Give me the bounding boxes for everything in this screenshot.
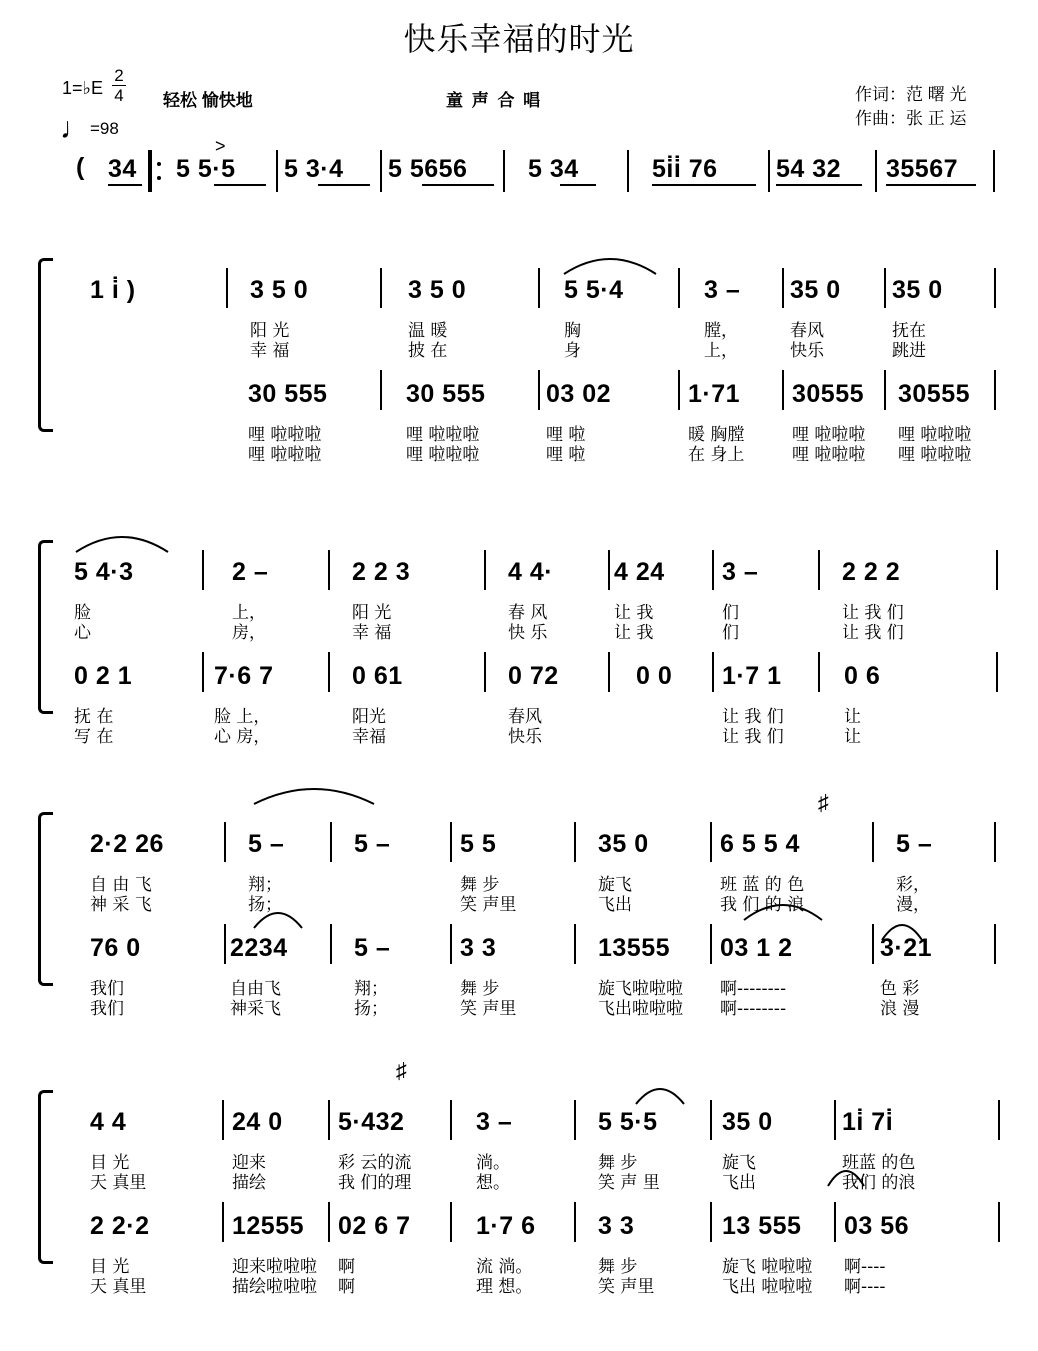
upper-lyric-verse-2: 们 [722, 623, 739, 643]
barline [994, 822, 996, 862]
lower-voice-measure: 1·7 6 [476, 1212, 536, 1240]
lower-lyric-verse-2: 笑 声里 [598, 1277, 655, 1297]
lower-lyric-verse-1: 脸 上， [214, 707, 271, 727]
intro-underline [318, 184, 370, 186]
lower-voice-measure: 0 0 [636, 662, 673, 690]
intro-measure-6: 54 32 [776, 155, 842, 183]
upper-lyric-verse-2: 神 采 飞 [90, 895, 152, 915]
lower-lyric-verse-1: 旋飞 啦啦啦 [722, 1257, 813, 1277]
lower-lyric-verse-2: 理 想。 [476, 1277, 533, 1297]
barline [710, 822, 712, 862]
upper-voice-measure: 24 0 [232, 1108, 283, 1136]
system-brace [38, 258, 53, 432]
upper-lyric-verse-1: 们 [722, 603, 739, 623]
barline [276, 150, 278, 192]
barline [450, 924, 452, 964]
upper-lyric-verse-2: 我们 的浪 [842, 1173, 916, 1193]
barline [678, 268, 680, 308]
slur-arc [252, 904, 304, 930]
barline [222, 1202, 224, 1242]
lyricist-credit: 作词：范 曙 光 [855, 85, 967, 104]
accent-mark: > [215, 136, 226, 156]
intro-underline [652, 184, 756, 186]
barline [627, 150, 629, 192]
lower-lyric-verse-1: 哩 啦啦啦 [406, 425, 480, 445]
lower-lyric-verse-1: 让 [844, 707, 861, 727]
lower-lyric-verse-2: 飞出 啦啦啦 [722, 1277, 813, 1297]
lower-voice-measure: 2234 [230, 934, 288, 962]
upper-lyric-verse-2: 让 我 们 [842, 623, 904, 643]
upper-voice-measure: 5 – [248, 830, 285, 858]
upper-lyric-verse-1: 舞 步 [598, 1153, 638, 1173]
upper-lyric-verse-2: 快乐 [790, 341, 824, 361]
upper-lyric-verse-1: 旋飞 [598, 875, 632, 895]
barline [450, 1202, 452, 1242]
barline [818, 652, 820, 692]
barline [710, 1100, 712, 1140]
barline [875, 150, 877, 192]
lower-voice-measure: 03 1 2 [720, 934, 793, 962]
expression-marking: 轻松 愉快地 [163, 91, 253, 110]
upper-voice-measure: 3 – [476, 1108, 513, 1136]
barline [538, 370, 540, 410]
slur-arc [634, 1080, 686, 1106]
upper-lyric-verse-2: 描绘 [232, 1173, 266, 1193]
slur-arc [826, 1162, 866, 1188]
upper-voice-measure: 35 0 [892, 276, 943, 304]
lower-voice-measure: 0 72 [508, 662, 559, 690]
lower-voice-measure: 3·21 [880, 934, 933, 962]
intro-measure-3: 5 5656 [388, 155, 468, 183]
repeat-dot-top [157, 162, 161, 166]
barline [710, 1202, 712, 1242]
barline [538, 268, 540, 308]
upper-lyric-verse-1: 舞 步 [460, 875, 500, 895]
upper-lyric-verse-2: 让 我 [614, 623, 654, 643]
lower-lyric-verse-1: 啊-------- [720, 979, 787, 999]
system-brace [38, 1090, 53, 1264]
barline [484, 550, 486, 590]
time-top: 2 [114, 66, 124, 85]
lower-lyric-verse-2: 描绘啦啦啦 [232, 1277, 317, 1297]
upper-lyric-verse-2: 天 真里 [90, 1173, 147, 1193]
tempo-marking [60, 112, 119, 146]
barline [884, 370, 886, 410]
lower-lyric-verse-1: 流 淌。 [476, 1257, 533, 1277]
key-signature [62, 78, 103, 99]
upper-voice-measure: 35 0 [598, 830, 649, 858]
lower-voice-measure: 02 6 7 [338, 1212, 411, 1240]
upper-lyric-verse-2: 幸 福 [250, 341, 290, 361]
lower-voice-measure: 0 6 [844, 662, 881, 690]
upper-lyric-verse-1: 彩， [896, 875, 930, 895]
barline [328, 652, 330, 692]
lower-lyric-verse-2: 写 在 [74, 727, 114, 747]
lower-voice-measure: 03 56 [844, 1212, 910, 1240]
lower-lyric-verse-1: 啊---- [844, 1257, 886, 1277]
upper-voice-measure: 4 24 [614, 558, 665, 586]
lower-lyric-verse-2: 让 我 们 [722, 727, 784, 747]
upper-voice-measure: 5 – [896, 830, 933, 858]
barline [872, 924, 874, 964]
sharp-sign: ♯ [396, 1058, 407, 1083]
performance-type: 童 声 合 唱 [446, 91, 543, 110]
barline [330, 924, 332, 964]
lower-voice-measure: 1·7 1 [722, 662, 782, 690]
upper-voice-measure: 1i̇ 7i̇ [842, 1108, 894, 1136]
lower-lyric-verse-2: 我们 [90, 999, 124, 1019]
slur-arc [742, 896, 824, 922]
lower-lyric-verse-2: 哩 啦啦啦 [406, 445, 480, 465]
lower-voice-measure: 0 2 1 [74, 662, 133, 690]
upper-lyric-verse-2: 上， [704, 341, 738, 361]
lower-voice-measure: 5 – [354, 934, 391, 962]
intro-measure-7: 35567 [886, 155, 959, 183]
barline [574, 822, 576, 862]
upper-lyric-verse-1: 春 风 [508, 603, 548, 623]
repeat-barline-thick [148, 150, 152, 192]
slur-arc [252, 780, 376, 806]
slur-arc [74, 528, 170, 554]
upper-lyric-verse-1: 旋飞 [722, 1153, 756, 1173]
barline [712, 652, 714, 692]
barline [834, 1100, 836, 1140]
upper-lyric-verse-2: 扬； [248, 895, 282, 915]
lower-lyric-verse-2: 快乐 [508, 727, 542, 747]
song-title: 快乐幸福的时光 [403, 20, 635, 58]
intro-measure-1: 5 5·5 [176, 155, 236, 183]
barline [574, 1100, 576, 1140]
lower-lyric-verse-1: 迎来啦啦啦 [232, 1257, 317, 1277]
lower-lyric-verse-2: 笑 声里 [460, 999, 517, 1019]
time-bottom: 4 [114, 86, 124, 105]
lower-lyric-verse-2: 天 真里 [90, 1277, 147, 1297]
intro-open-paren: ( [76, 153, 85, 181]
lower-lyric-verse-1: 哩 啦啦啦 [792, 425, 866, 445]
slur-arc [880, 916, 924, 942]
lower-voice-measure: 3 3 [598, 1212, 635, 1240]
repeat-dot-bottom [157, 176, 161, 180]
lower-lyric-verse-2: 哩 啦啦啦 [248, 445, 322, 465]
time-signature [112, 66, 126, 105]
upper-lyric-verse-2: 跳进 [892, 341, 926, 361]
lower-lyric-verse-1: 暖 胸膛 [688, 425, 745, 445]
upper-voice-measure: 3 5 0 [408, 276, 467, 304]
lower-voice-measure: 76 0 [90, 934, 141, 962]
barline [328, 550, 330, 590]
lower-voice-measure: 13 555 [722, 1212, 802, 1240]
barline [996, 550, 998, 590]
upper-lyric-verse-2: 心 [74, 623, 91, 643]
upper-voice-measure: 4 4· [508, 558, 554, 586]
barline [380, 268, 382, 308]
upper-lyric-verse-1: 让 我 们 [842, 603, 904, 623]
barline [994, 370, 996, 410]
upper-voice-measure: 5 – [354, 830, 391, 858]
intro-underline [560, 184, 596, 186]
lower-lyric-verse-2: 扬； [354, 999, 388, 1019]
upper-voice-measure: 35 0 [790, 276, 841, 304]
barline [222, 1100, 224, 1140]
barline [834, 1202, 836, 1242]
upper-lyric-verse-1: 脸 [74, 603, 91, 623]
lower-lyric-verse-1: 哩 啦啦啦 [898, 425, 972, 445]
lower-lyric-verse-1: 旋飞啦啦啦 [598, 979, 683, 999]
intro-underline [776, 184, 862, 186]
barline [782, 268, 784, 308]
intro-measure-2: 5 3·4 [284, 155, 344, 183]
upper-voice-measure: 3 – [704, 276, 741, 304]
upper-voice-measure: 35 0 [722, 1108, 773, 1136]
lower-lyric-verse-1: 抚 在 [74, 707, 114, 727]
lower-lyric-verse-1: 哩 啦 [546, 425, 586, 445]
barline [574, 1202, 576, 1242]
barline [224, 924, 226, 964]
intro-underline [108, 184, 142, 186]
barline [224, 822, 226, 862]
upper-lyric-verse-1: 春风 [790, 321, 824, 341]
key-text: 1=♭E [62, 78, 104, 98]
lower-voice-measure: 30555 [792, 380, 865, 408]
barline [994, 268, 996, 308]
upper-lyric-verse-1: 翔； [248, 875, 282, 895]
barline [782, 370, 784, 410]
lower-lyric-verse-1: 让 我 们 [722, 707, 784, 727]
upper-voice-measure: 2 2 2 [842, 558, 901, 586]
barline [450, 1100, 452, 1140]
slur-arc [562, 250, 658, 276]
barline [328, 1202, 330, 1242]
barline [450, 822, 452, 862]
barline [380, 370, 382, 410]
upper-lyric-verse-1: 抚在 [892, 321, 926, 341]
barline [328, 1100, 330, 1140]
lower-lyric-verse-1: 舞 步 [598, 1257, 638, 1277]
lower-lyric-verse-1: 翔； [354, 979, 388, 999]
lower-voice-measure: 03 02 [546, 380, 612, 408]
barline [872, 822, 874, 862]
lower-voice-measure: 1·71 [688, 380, 741, 408]
lower-lyric-verse-2: 啊-------- [720, 999, 787, 1019]
barline [993, 150, 995, 192]
lower-lyric-verse-2: 神采飞 [230, 999, 281, 1019]
lower-lyric-verse-1: 舞 步 [460, 979, 500, 999]
upper-lyric-verse-1: 班蓝 的色 [842, 1153, 916, 1173]
upper-lyric-verse-1: 班 蓝 的 色 [720, 875, 805, 895]
barline [818, 550, 820, 590]
lower-voice-measure: 2 2·2 [90, 1212, 150, 1240]
upper-voice-measure: 5 5 [460, 830, 497, 858]
upper-lyric-verse-1: 温 暖 [408, 321, 448, 341]
intro-underline [886, 184, 976, 186]
intro-underline [422, 184, 494, 186]
upper-voice-measure: 3 5 0 [250, 276, 309, 304]
upper-lyric-verse-2: 幸 福 [352, 623, 392, 643]
upper-lyric-verse-2: 我 们 的 浪 [720, 895, 805, 915]
lower-lyric-verse-1: 我们 [90, 979, 124, 999]
lower-voice-measure: 30555 [898, 380, 971, 408]
lower-lyric-verse-2: 让 [844, 727, 861, 747]
lower-lyric-verse-2: 飞出啦啦啦 [598, 999, 683, 1019]
lower-lyric-verse-2: 啊 [338, 1277, 355, 1297]
lower-voice-measure: 30 555 [248, 380, 328, 408]
lower-voice-measure: 30 555 [406, 380, 486, 408]
lower-lyric-verse-1: 哩 啦啦啦 [248, 425, 322, 445]
upper-lyric-verse-1: 目 光 [90, 1153, 130, 1173]
upper-voice-measure: 2·2 26 [90, 830, 164, 858]
sharp-sign: ♯ [818, 790, 829, 815]
barline [330, 822, 332, 862]
barline [996, 652, 998, 692]
upper-voice-measure: 1 i̇ ) [90, 276, 136, 304]
upper-lyric-verse-2: 身 [564, 341, 581, 361]
barline [768, 150, 770, 192]
barline [998, 1100, 1000, 1140]
upper-lyric-verse-1: 让 我 [614, 603, 654, 623]
upper-lyric-verse-1: 膛， [704, 321, 738, 341]
barline [202, 550, 204, 590]
upper-lyric-verse-2: 房， [232, 623, 266, 643]
lower-voice-measure: 0 61 [352, 662, 403, 690]
barline [226, 268, 228, 308]
upper-lyric-verse-1: 自 由 飞 [90, 875, 152, 895]
barline [484, 652, 486, 692]
barline [202, 652, 204, 692]
barline [574, 924, 576, 964]
lower-voice-measure: 13555 [598, 934, 671, 962]
barline [884, 268, 886, 308]
barline [678, 370, 680, 410]
intro-measure-5: 5i̇i̇ 76 [652, 155, 718, 183]
intro-underline [214, 184, 266, 186]
lower-lyric-verse-2: 心 房， [214, 727, 271, 747]
upper-lyric-verse-2: 笑 声 里 [598, 1173, 660, 1193]
lower-lyric-verse-2: 哩 啦啦啦 [792, 445, 866, 465]
upper-lyric-verse-1: 上， [232, 603, 266, 623]
barline [608, 550, 610, 590]
upper-lyric-verse-1: 阳 光 [250, 321, 290, 341]
upper-voice-measure: 5 5·4 [564, 276, 624, 304]
lower-lyric-verse-2: 哩 啦啦啦 [898, 445, 972, 465]
upper-voice-measure: 2 2 3 [352, 558, 411, 586]
lower-lyric-verse-1: 色 彩 [880, 979, 920, 999]
lower-lyric-verse-2: 在 身上 [688, 445, 745, 465]
upper-lyric-verse-1: 淌。 [476, 1153, 510, 1173]
upper-lyric-verse-2: 披 在 [408, 341, 448, 361]
upper-voice-measure: 5 5·5 [598, 1108, 658, 1136]
upper-lyric-verse-1: 胸 [564, 321, 581, 341]
lower-lyric-verse-1: 阳光 [352, 707, 386, 727]
lower-lyric-verse-1: 自由飞 [230, 979, 281, 999]
intro-measure-4: 5 34 [528, 155, 579, 183]
upper-lyric-verse-1: 迎来 [232, 1153, 266, 1173]
system-brace [38, 540, 53, 714]
upper-voice-measure: 4 4 [90, 1108, 127, 1136]
lower-lyric-verse-1: 啊 [338, 1257, 355, 1277]
upper-voice-measure: 2 – [232, 558, 269, 586]
upper-lyric-verse-2: 漫， [896, 895, 930, 915]
upper-voice-measure: 3 – [722, 558, 759, 586]
barline [994, 924, 996, 964]
upper-lyric-verse-2: 笑 声里 [460, 895, 517, 915]
lower-lyric-verse-1: 目 光 [90, 1257, 130, 1277]
lower-lyric-verse-2: 哩 啦 [546, 445, 586, 465]
lower-lyric-verse-2: 浪 漫 [880, 999, 920, 1019]
barline [710, 924, 712, 964]
upper-lyric-verse-2: 飞出 [722, 1173, 756, 1193]
barline [608, 652, 610, 692]
lower-voice-measure: 7·6 7 [214, 662, 274, 690]
upper-lyric-verse-1: 彩 云的流 [338, 1153, 412, 1173]
intro-pickup: 34 [108, 155, 137, 183]
lower-voice-measure: 12555 [232, 1212, 305, 1240]
upper-voice-measure: 5·432 [338, 1108, 405, 1136]
quarter-note-icon: ♩ [60, 112, 90, 145]
barline [503, 150, 505, 192]
upper-voice-measure: 5 4·3 [74, 558, 134, 586]
upper-lyric-verse-2: 飞出 [598, 895, 632, 915]
system-brace [38, 812, 53, 986]
lower-lyric-verse-2: 幸福 [352, 727, 386, 747]
upper-lyric-verse-1: 阳 光 [352, 603, 392, 623]
upper-voice-measure: 6 5 5 4 [720, 830, 800, 858]
upper-lyric-verse-2: 想。 [476, 1173, 510, 1193]
upper-lyric-verse-2: 快 乐 [508, 623, 548, 643]
composer-credit: 作曲：张 正 运 [855, 109, 967, 128]
tempo-value: =98 [90, 119, 119, 138]
upper-lyric-verse-2: 我 们的理 [338, 1173, 412, 1193]
barline [380, 150, 382, 192]
barline [998, 1202, 1000, 1242]
lower-voice-measure: 3 3 [460, 934, 497, 962]
barline [712, 550, 714, 590]
lower-lyric-verse-1: 春风 [508, 707, 542, 727]
lower-lyric-verse-2: 啊---- [844, 1277, 886, 1297]
